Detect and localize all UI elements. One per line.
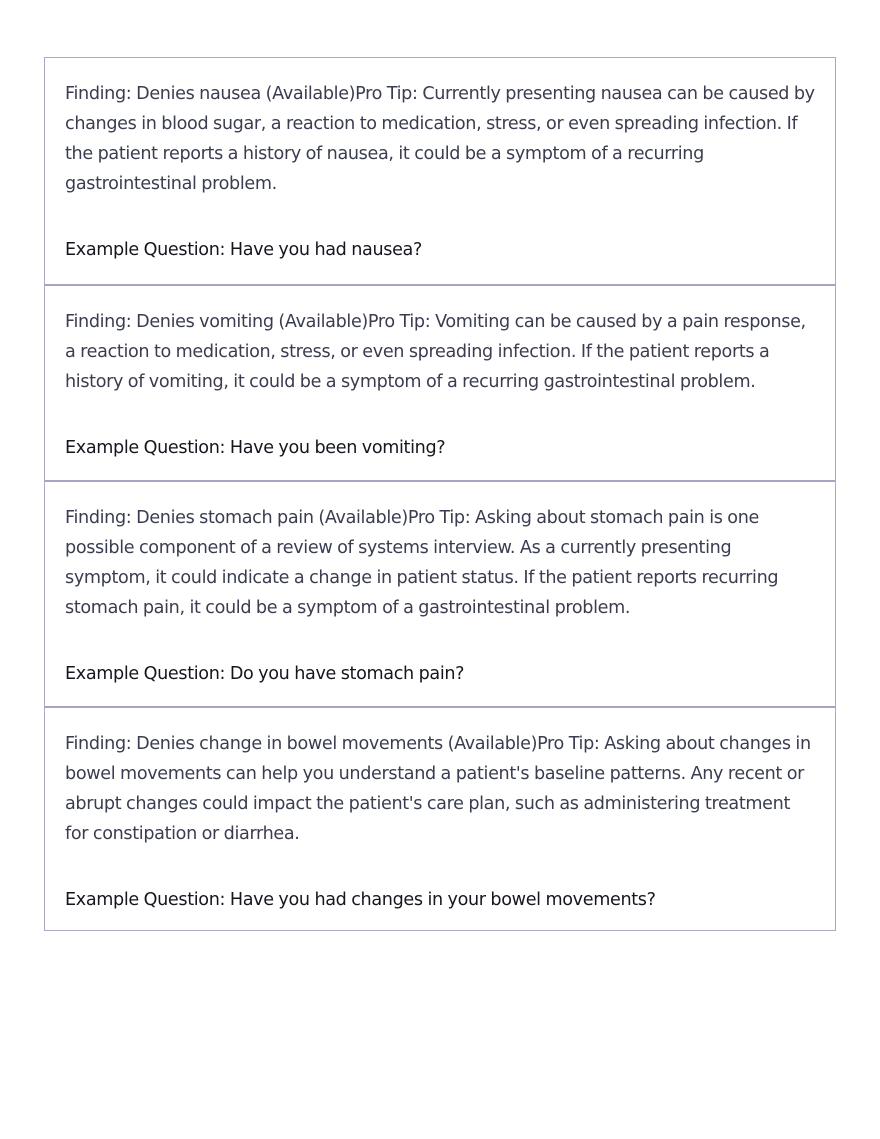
example-question: Example Question: Do you have stomach pain? xyxy=(65,664,465,684)
finding-text: Finding: Denies nausea (Available)Pro Tip: Currently presenting nausea can be caused by changes in blood sugar, a reaction to medication, stress, or even spreading infection. If the patient reports a history of nausea, it could be a symptom of a recurring gastrointestinal problem. xyxy=(65,84,815,194)
findings-table xyxy=(44,57,836,931)
finding-row-bowel-movements xyxy=(45,706,835,930)
example-question: Example Question: Have you been vomiting? xyxy=(65,438,446,458)
example-question: Example Question: Have you had changes in your bowel movements? xyxy=(65,890,656,910)
finding-text: Finding: Denies change in bowel movements (Available)Pro Tip: Asking about changes in bowel movements can help you understand a patient's baseline patterns. Any recent or abrupt changes could impact the patient's care plan, such as administering treatment for constipation or diarrhea. xyxy=(65,734,811,844)
example-question: Example Question: Have you had nausea? xyxy=(65,240,422,260)
finding-row-vomiting xyxy=(45,284,835,480)
finding-row-stomach-pain xyxy=(45,480,835,706)
finding-text: Finding: Denies vomiting (Available)Pro Tip: Vomiting can be caused by a pain response, a reaction to medication, stress, or even spreading infection. If the patient reports a history of vomiting, it could be a symptom of a recurring gastrointestinal problem. xyxy=(65,312,806,392)
finding-row-nausea xyxy=(45,58,835,284)
finding-text: Finding: Denies stomach pain (Available)Pro Tip: Asking about stomach pain is one possible component of a review of systems interview. As a currently presenting symptom, it could indicate a change in patient status. If the patient reports recurring stomach pain, it could be a symptom of a gastrointestinal problem. xyxy=(65,508,779,618)
